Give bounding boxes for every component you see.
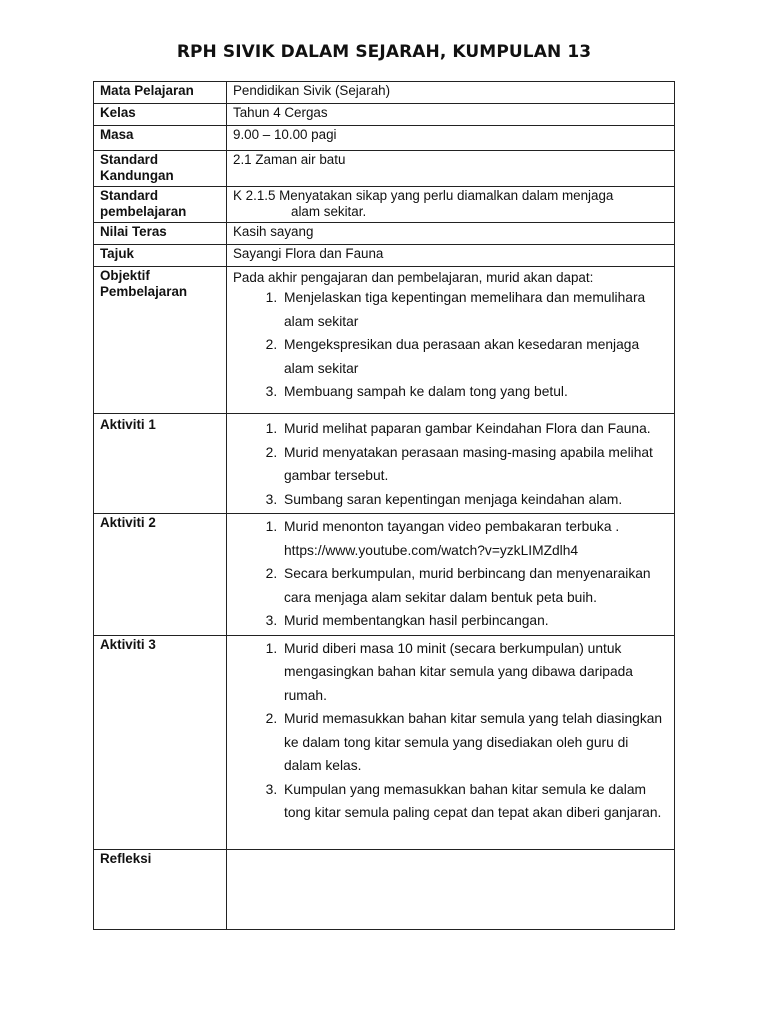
- value-aktiviti-2: [227, 514, 675, 636]
- list-item: 2. Secara berkumpulan, murid berbincang dan menyenaraikan cara menjaga alam sekitar dalam bentuk peta buih.: [281, 562, 668, 609]
- value-mata-pelajaran: Pendidikan Sivik (Sejarah): [227, 82, 675, 104]
- label-aktiviti-1: Aktiviti 1: [94, 414, 227, 514]
- list-item: 2. Murid menyatakan perasaan masing-masing apabila melihat gambar tersebut.: [281, 441, 668, 488]
- value-standard-pembelajaran: [227, 187, 675, 223]
- value-tajuk: Sayangi Flora dan Fauna: [227, 245, 675, 267]
- value-kelas: Tahun 4 Cergas: [227, 104, 675, 126]
- list-item: 1. Murid menonton tayangan video pembakaran terbuka . https://www.youtube.com/watch?v=yzkLIMZdlh4: [281, 515, 668, 562]
- label-line: Standard: [100, 188, 159, 203]
- value-line: K 2.1.5 Menyatakan sikap yang perlu diamalkan dalam menjaga: [233, 188, 614, 203]
- value-nilai-teras: Kasih sayang: [227, 223, 675, 245]
- value-line: alam sekitar.: [291, 204, 367, 219]
- label-nilai-teras: Nilai Teras: [94, 223, 227, 245]
- aktiviti-3-list: [233, 637, 668, 825]
- label-objektif-pembelajaran: [94, 267, 227, 414]
- label-refleksi: Refleksi: [94, 849, 227, 929]
- list-item: 1. Menjelaskan tiga kepentingan memelihara dan memulihara alam sekitar: [281, 286, 668, 333]
- row-aktiviti-2: [94, 514, 675, 636]
- label-aktiviti-2: Aktiviti 2: [94, 514, 227, 636]
- row-refleksi: [94, 849, 675, 929]
- aktiviti-1-list: [233, 417, 668, 511]
- label-line: Kandungan: [100, 168, 174, 183]
- list-item: 1. Murid melihat paparan gambar Keindahan Flora dan Fauna.: [281, 417, 668, 441]
- value-aktiviti-1: [227, 414, 675, 514]
- label-line: Standard: [100, 152, 159, 167]
- list-item: 3. Sumbang saran kepentingan menjaga keindahan alam.: [281, 488, 668, 512]
- row-objektif-pembelajaran: [94, 267, 675, 414]
- value-masa: [227, 126, 675, 151]
- label-line: pembelajaran: [100, 204, 187, 219]
- row-tajuk: [94, 245, 675, 267]
- label-masa: Masa: [94, 126, 227, 151]
- list-item: 2. Mengekspresikan dua perasaan akan kesedaran menjaga alam sekitar: [281, 333, 668, 380]
- value-refleksi: [227, 849, 675, 929]
- value-aktiviti-3: [227, 635, 675, 849]
- value-standard-kandungan: 2.1 Zaman air batu: [227, 151, 675, 187]
- list-item: 2. Murid memasukkan bahan kitar semula yang telah diasingkan ke dalam tong kitar semula yang disediakan oleh guru di dalam kelas.: [281, 707, 668, 778]
- label-tajuk: Tajuk: [94, 245, 227, 267]
- objektif-intro: Pada akhir pengajaran dan pembelajaran, murid akan dapat:: [233, 270, 594, 285]
- label-aktiviti-3: Aktiviti 3: [94, 635, 227, 849]
- label-standard-pembelajaran: [94, 187, 227, 223]
- row-standard-kandungan: [94, 151, 675, 187]
- list-item: 3. Murid membentangkan hasil perbincangan.: [281, 609, 668, 633]
- objektif-list: [233, 286, 668, 404]
- aktiviti-2-list: [233, 515, 668, 633]
- row-standard-pembelajaran: [94, 187, 675, 223]
- label-kelas: Kelas: [94, 104, 227, 126]
- row-mata-pelajaran: [94, 82, 675, 104]
- value-objektif-pembelajaran: [227, 267, 675, 414]
- page-title: RPH SIVIK DALAM SEJARAH, KUMPULAN 13: [176, 42, 592, 62]
- label-standard-kandungan: [94, 151, 227, 187]
- lesson-plan-table: [93, 81, 675, 930]
- list-item: 3. Kumpulan yang memasukkan bahan kitar semula ke dalam tong kitar semula paling cepat dan tepat akan diberi ganjaran.: [281, 778, 668, 825]
- label-line: Objektif: [100, 268, 150, 283]
- label-line: Pembelajaran: [100, 284, 188, 299]
- row-aktiviti-3: [94, 635, 675, 849]
- row-aktiviti-1: [94, 414, 675, 514]
- label-mata-pelajaran: Mata Pelajaran: [94, 82, 227, 104]
- row-nilai-teras: [94, 223, 675, 245]
- row-kelas: [94, 104, 675, 126]
- list-item: 3. Membuang sampah ke dalam tong yang betul.: [281, 380, 668, 404]
- list-item: 1. Murid diberi masa 10 minit (secara berkumpulan) untuk mengasingkan bahan kitar semula yang dibawa daripada rumah.: [281, 637, 668, 708]
- row-masa: [94, 126, 675, 151]
- masa-text: 9.00 – 10.00 pagi: [233, 127, 337, 142]
